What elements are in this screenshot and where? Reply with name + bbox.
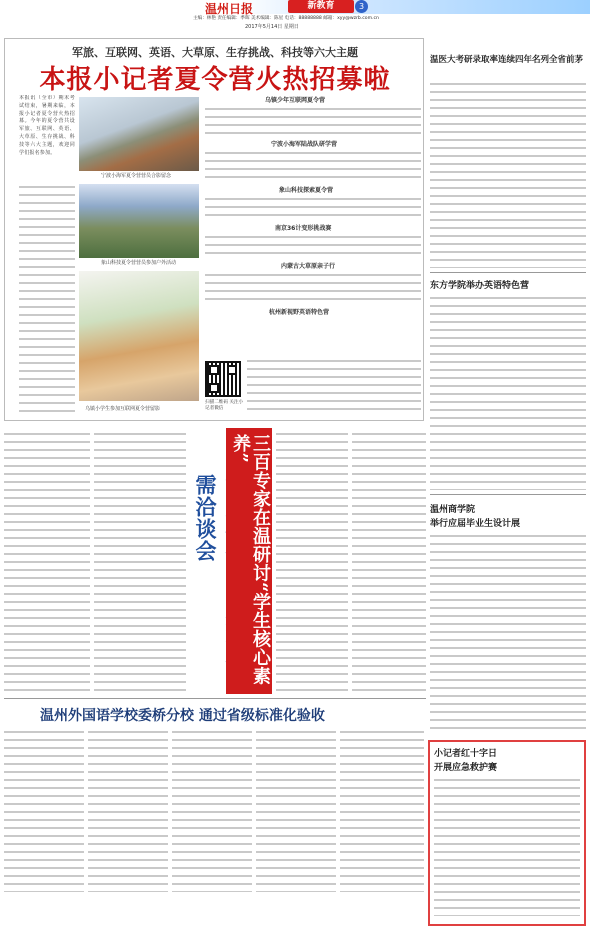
article-subtitle-shangxue: 举行应届毕业生设计展 bbox=[430, 519, 521, 529]
section-label: 新教育 bbox=[307, 1, 335, 11]
camp-title-2: 宁波小海军陆战队研学营 bbox=[271, 141, 338, 148]
photo-group bbox=[79, 184, 199, 258]
header-meta: 主编：林艳 责任编辑：季晖 美术编辑：陈星 电话：88888888 邮箱：xyy@wzrb.com.cn bbox=[193, 16, 379, 21]
bottom-column-3 bbox=[172, 728, 252, 892]
camp-title-1: 乌镇少年互联网夏令营 bbox=[265, 97, 326, 104]
feature-title: 本报小记者夏令营火热招募啦 bbox=[39, 65, 391, 95]
bottom-column-4 bbox=[256, 728, 336, 892]
camp-title-6: 杭州新视野英语特色营 bbox=[269, 309, 330, 316]
article-column-4 bbox=[352, 430, 426, 692]
bottom-column-5 bbox=[340, 728, 424, 892]
vertical-headline-red bbox=[226, 428, 272, 694]
page-number: 3 bbox=[355, 0, 368, 13]
redcross-box bbox=[428, 740, 586, 926]
box-subtitle: 开展应急救护赛 bbox=[434, 763, 498, 773]
article-column-1 bbox=[4, 430, 90, 692]
qr-code bbox=[205, 361, 241, 397]
issue-date: 2017年5月14日 星期日 bbox=[245, 24, 299, 30]
headline-text: 需洽谈会 bbox=[193, 474, 218, 562]
article-title-shangxue: 温州商学院 bbox=[430, 505, 476, 515]
red-headline-text: 三百专家在温研讨“学生核心素养” bbox=[230, 434, 271, 686]
photo-kids bbox=[79, 271, 199, 401]
article-title-english: 东方学院举办英语特色营 bbox=[430, 281, 530, 291]
camp-title-4: 南京36计变形挑战赛 bbox=[275, 225, 332, 232]
right-column bbox=[430, 34, 586, 896]
bottom-column-1 bbox=[4, 728, 84, 892]
camp-title-3: 象山科技探索夏令营 bbox=[279, 187, 334, 194]
photo-caption-1: 宁波小海军夏令营营员合影留念 bbox=[101, 173, 172, 179]
photo-main bbox=[79, 97, 199, 171]
masthead bbox=[0, 0, 590, 30]
intro-text: 本报讯（全市）期末考试结束，暑期来临，本报小记者夏令营火热招募。今年的夏令营共设军旅、互联网、英语、大草原、生存挑战、科技等六大主题，欢迎同学们报名参加。 bbox=[19, 95, 75, 156]
feature-panel bbox=[4, 38, 424, 421]
photo-caption-3: 乌镇小学生参加互联网夏令营留影 bbox=[85, 406, 161, 412]
box-title: 小记者红十字日 bbox=[434, 749, 498, 759]
article-title-kaoyan: 温医大考研录取率连续四年名列全省前茅 bbox=[430, 55, 584, 65]
photo-caption-2: 象山科技夏令营营员参加户外活动 bbox=[101, 260, 177, 266]
feature-intro bbox=[19, 95, 75, 419]
vertical-headline-blue bbox=[190, 474, 216, 684]
newspaper-logo: 温州日报 bbox=[205, 2, 254, 16]
article-column-2 bbox=[94, 430, 186, 692]
article-column-3 bbox=[276, 430, 348, 692]
qr-caption: 扫描二维码 关注小记者微信 bbox=[205, 400, 244, 411]
bottom-headline: 温州外国语学校委桥分校 通过省级标准化验收 bbox=[40, 708, 325, 724]
feature-kicker: 军旅、互联网、英语、大草原、生存挑战、科技等六大主题 bbox=[72, 46, 358, 59]
camp-column bbox=[205, 95, 421, 350]
section-name bbox=[288, 0, 354, 13]
bottom-column-2 bbox=[88, 728, 168, 892]
camp-title-5: 内蒙古大草原亲子行 bbox=[281, 263, 336, 270]
